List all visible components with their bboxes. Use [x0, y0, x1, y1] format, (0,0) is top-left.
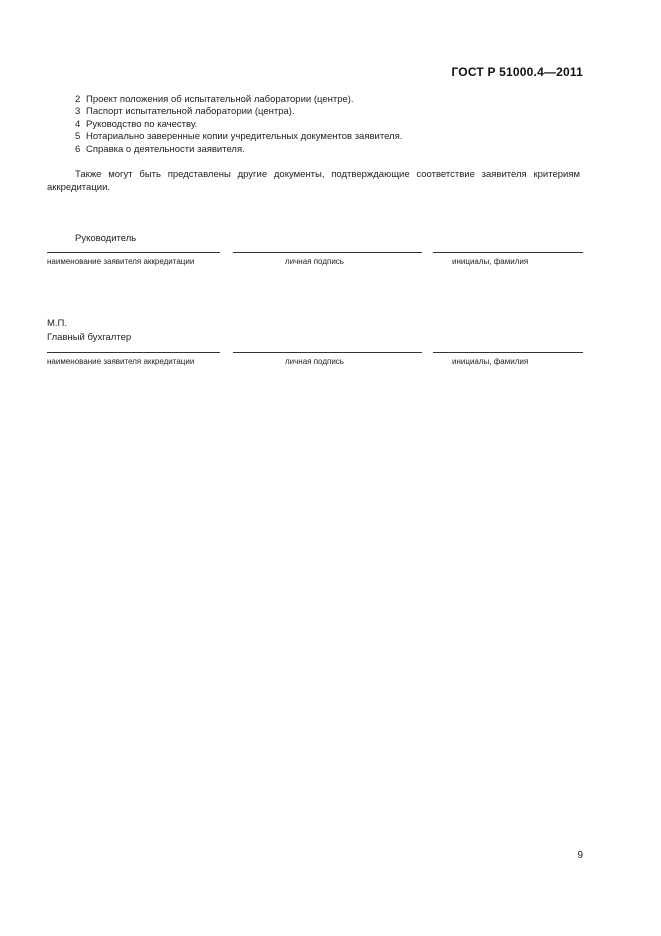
list-item-number: 3: [75, 106, 81, 118]
initials-caption: инициалы, фамилия: [452, 357, 529, 366]
initials-caption: инициалы, фамилия: [452, 257, 529, 266]
list-item: [75, 94, 402, 106]
list-item-text: Нотариально заверенные копии учредительных документов заявителя.: [86, 131, 403, 143]
list-item: [75, 144, 402, 156]
list-item-text: Справка о деятельности заявителя.: [86, 143, 245, 155]
list-item: [75, 131, 402, 143]
applicant-name-caption: наименование заявителя аккредитации: [47, 257, 195, 266]
applicant-name-line: [47, 352, 220, 353]
signature-caption: личная подпись: [285, 357, 344, 366]
director-label: Руководитель: [75, 233, 137, 244]
document-list: [75, 94, 402, 156]
applicant-name-caption: наименование заявителя аккредитации: [47, 357, 195, 366]
paragraph-text: Также могут быть представлены другие документы, подтверждающие соответствие заявителя критериям аккредитации.: [47, 169, 580, 193]
stamp-place-label: М.П.: [47, 318, 68, 329]
standard-designation: ГОСТ Р 51000.4—2011: [451, 65, 583, 79]
applicant-name-line: [47, 252, 220, 253]
list-item-number: 2: [75, 94, 81, 105]
list-item-text: Проект положения об испытательной лаборатории (центре).: [86, 94, 354, 105]
list-item: [75, 106, 402, 118]
signature-line: [233, 352, 422, 353]
initials-line: [433, 352, 583, 353]
list-item-text: Руководство по качеству.: [86, 118, 198, 130]
list-item-text: Паспорт испытательной лаборатории (центра).: [86, 106, 295, 118]
additional-documents-paragraph: [47, 168, 580, 194]
chief-accountant-label: Главный бухгалтер: [47, 332, 132, 343]
signature-caption: личная подпись: [285, 257, 344, 266]
list-item-number: 4: [75, 118, 81, 130]
list-item-number: 5: [75, 131, 81, 143]
list-item: [75, 119, 402, 131]
page-number: 9: [577, 850, 583, 861]
signature-line: [233, 252, 422, 253]
initials-line: [433, 252, 583, 253]
list-item-number: 6: [75, 143, 81, 155]
